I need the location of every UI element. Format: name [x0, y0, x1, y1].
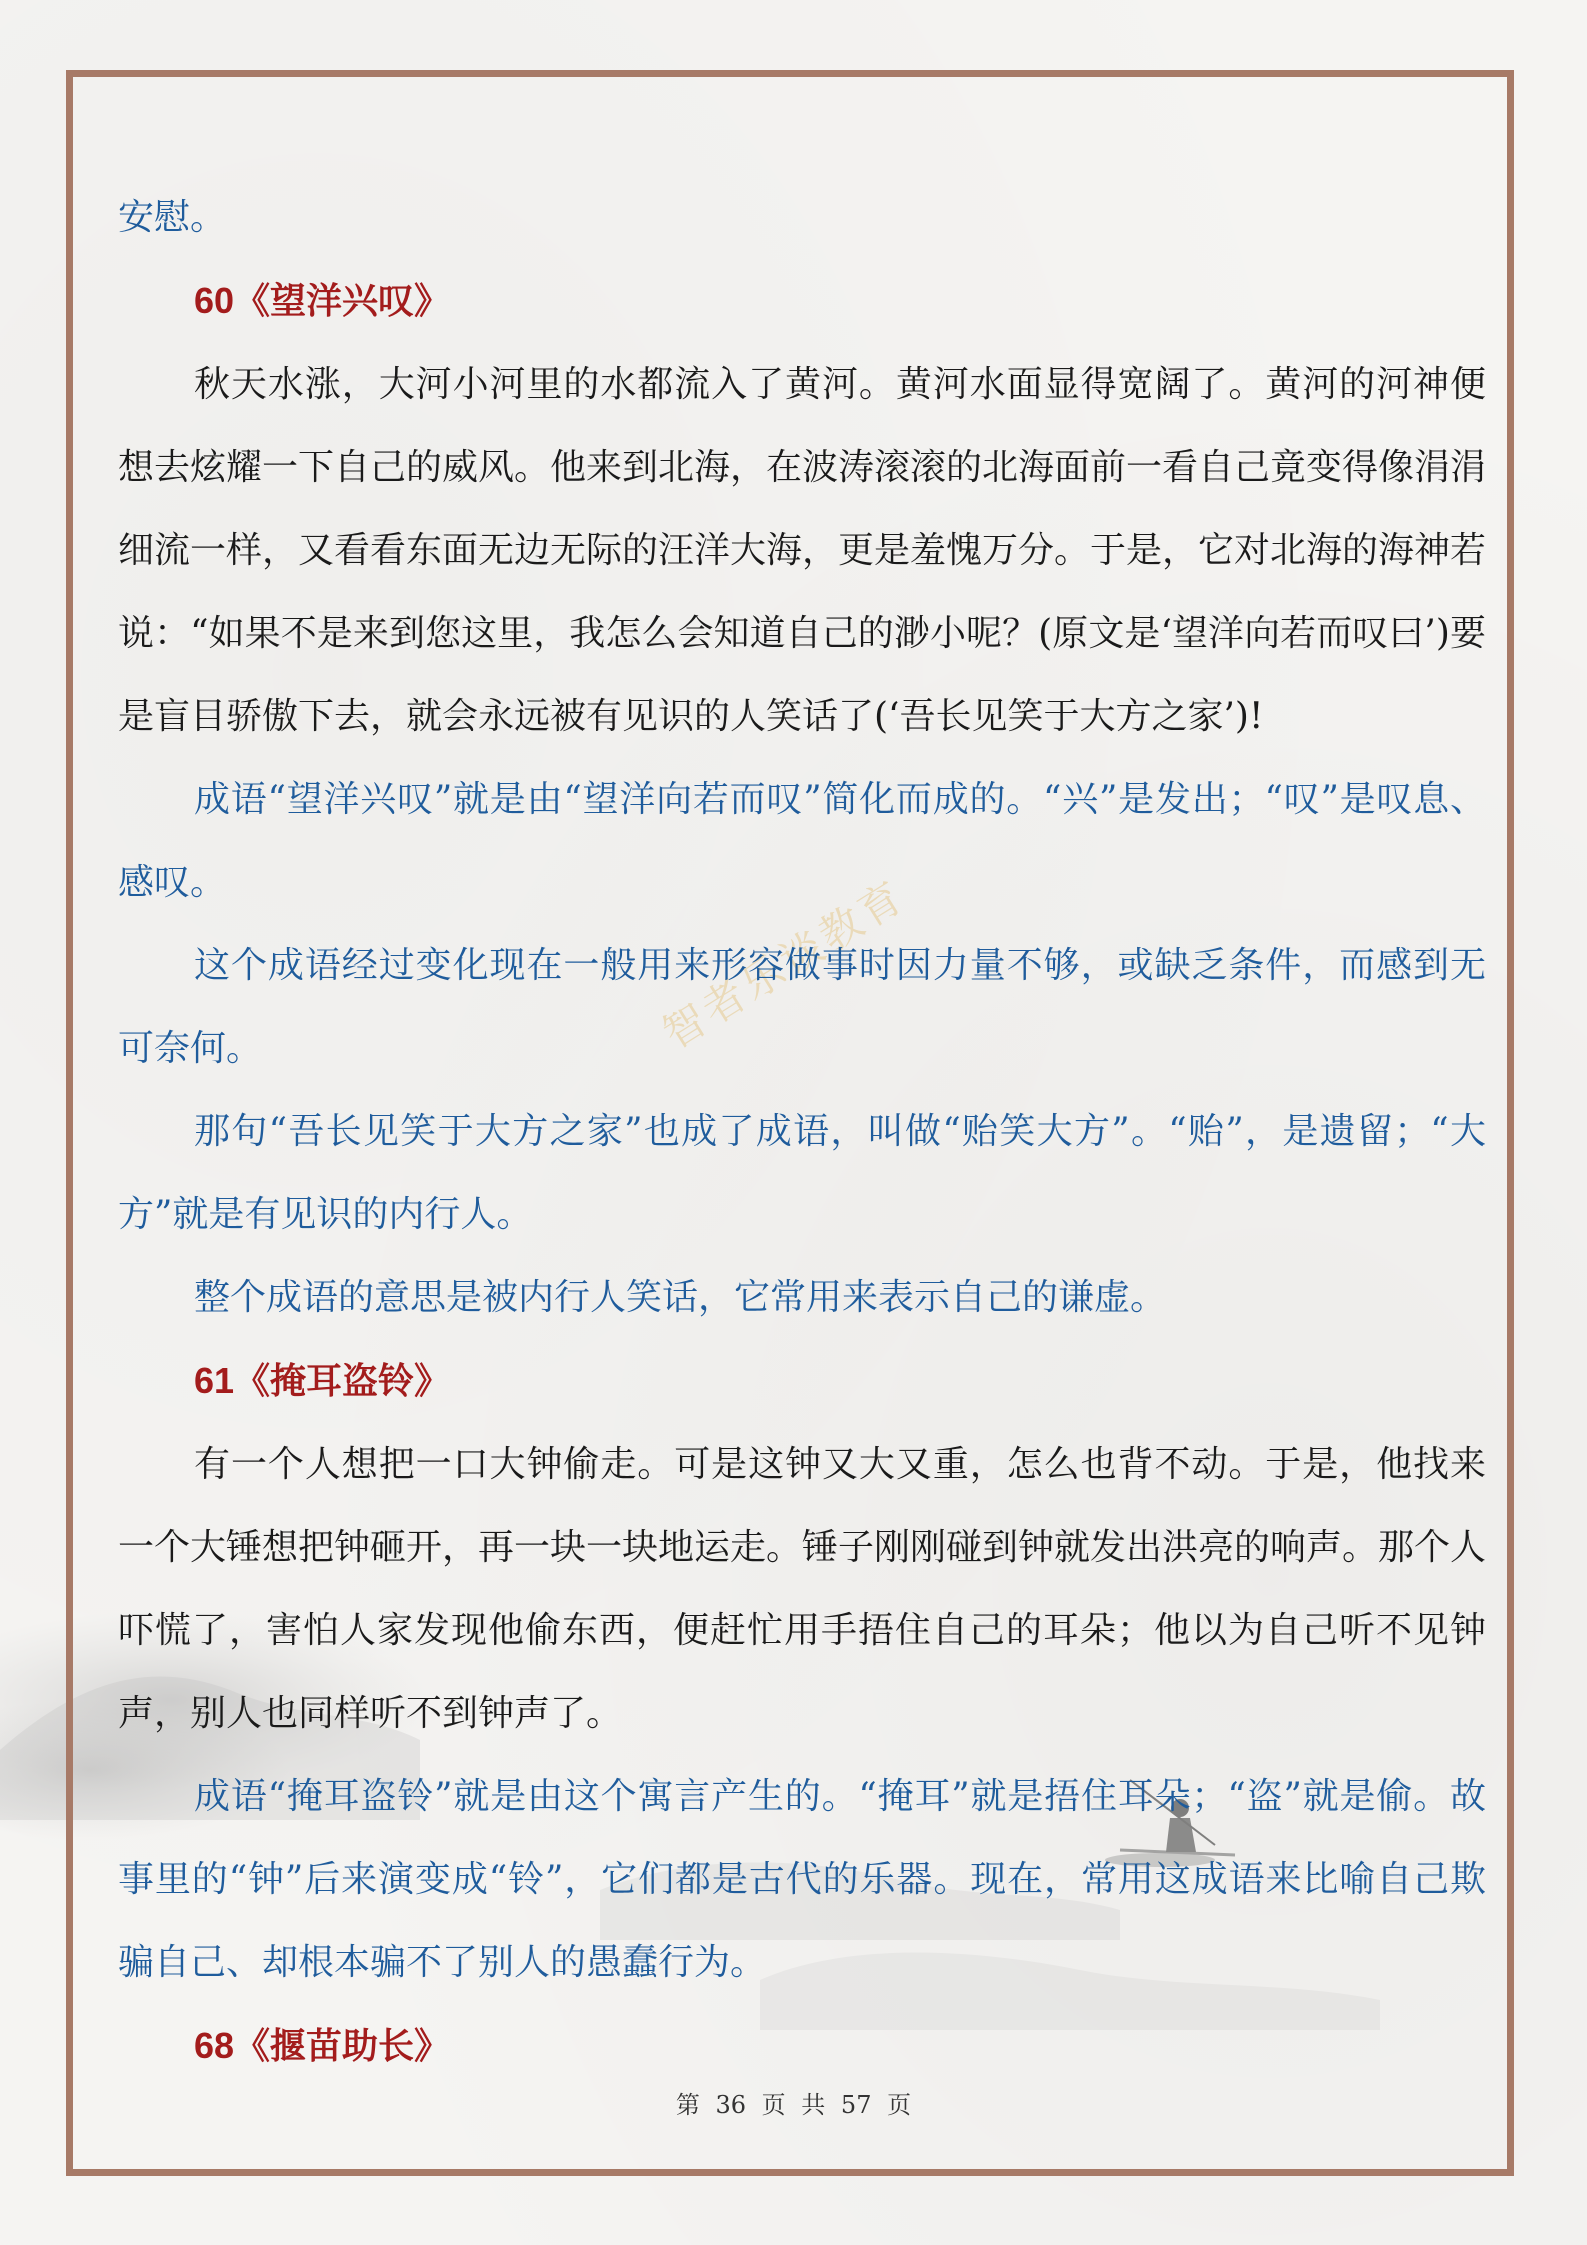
page-number-footer: 第 36 页 共 57 页 — [675, 2091, 912, 2119]
explanation-paragraph: 成语“望洋兴叹”就是由“望洋向若而叹”简化而成的。“兴”是发出；“叹”是叹息、感叹。 — [118, 779, 1486, 903]
explanation-paragraph: 整个成语的意思是被内行人笑话，它常用来表示自己的谦虚。 — [194, 1277, 1167, 1318]
story-paragraph-61: 有一个人想把一口大钟偷走。可是这钟又大又重，怎么也背不动。于是，他找来一个大锤想把钟砸开，再一块一块地运走。锤子刚刚碰到钟就发出洪亮的响声。那个人吓慌了，害怕人家发现他偷东西，便赶忙用手捂住自己的耳朵；他以为自己听不见钟声，别人也同样听不到钟声了。 — [118, 1444, 1487, 1734]
section-title-68: 68《揠苗助长》 — [194, 2025, 451, 2067]
explanation-paragraph: 那句“吾长见笑于大方之家”也成了成语，叫做“贻笑大方”。“贻”，是遗留；“大方”就是有见识的内行人。 — [118, 1111, 1486, 1235]
explanation-paragraph: 成语“掩耳盗铃”就是由这个寓言产生的。“掩耳”就是捂住耳朵；“盗”就是偷。故事里的“钟”后来演变成“铃”，它们都是古代的乐器。现在，常用这成语来比喻自己欺骗自己、却根本骗不了别人的愚蠢行为。 — [118, 1776, 1486, 1983]
article-body — [118, 176, 1486, 2088]
story-paragraph-60: 秋天水涨，大河小河里的水都流入了黄河。黄河水面显得宽阔了。黄河的河神便想去炫耀一下自己的威风。他来到北海，在波涛滚滚的北海面前一看自己竟变得像涓涓细流一样，又看看东面无边无际的汪洋大海，更是羞愧万分。于是，它对北海的海神若说：“如果不是来到您这里，我怎么会知道自己的渺小呢？(原文是‘望洋向若而叹曰’)要是盲目骄傲下去，就会永远被有见识的人笑话了(‘吾长见笑于大方之家’)! — [118, 364, 1487, 737]
section-title-60: 60《望洋兴叹》 — [194, 280, 451, 322]
watermark-text: 智者乐谈教育 — [654, 870, 915, 1059]
paragraph-continuation: 安慰。 — [118, 197, 227, 238]
section-title-61: 61《掩耳盗铃》 — [194, 1360, 451, 1402]
explanation-paragraph: 这个成语经过变化现在一般用来形容做事时因力量不够，或缺乏条件，而感到无可奈何。 — [118, 945, 1486, 1069]
